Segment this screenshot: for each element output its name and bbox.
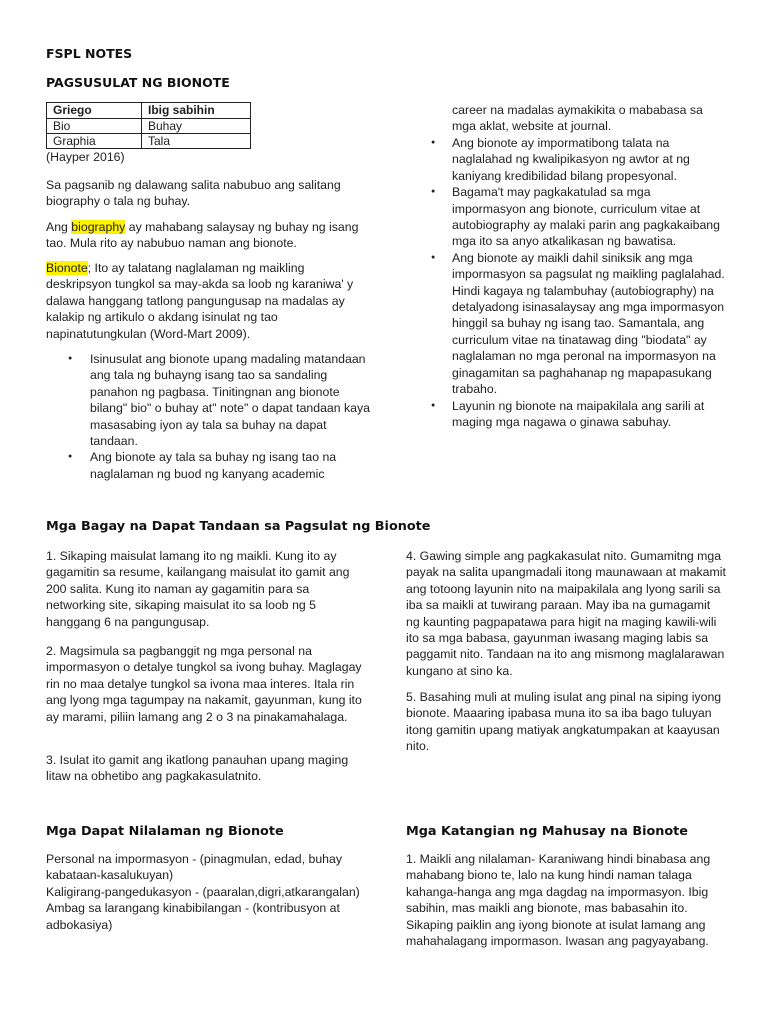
list-item: Kaligirang-pangedukasyon - (paaralan,digri,atkarangalan) [46, 884, 360, 899]
katangian-paragraph: 1. Maikli ang nilalaman- Karaniwang hindi binabasa ang mahabang biono te, lalo na kung hindi naman talaga kahanga-hanga ang mga dagdag na impormasyon. Ibig sabihin, mas maikli ang bionote, mas babasahin ito. Sikaping paiklin ang iyong bionote at isulat lamang ang mahahalagang impormason. Iwasan ang pagyayabang. [406, 852, 711, 949]
biography-paragraph [46, 219, 366, 252]
bionote-paragraph [46, 260, 366, 342]
section-heading-tandaan: Mga Bagay na Dapat Tandaan sa Pagsulat ng Bionote [46, 519, 431, 534]
list-item: ● Ang bionote ay impormatibong talata na naglalahad ng kwalipikasyon ng awtor at ng kaniyang kredibilidad bilang propesyonal. [425, 135, 725, 184]
list-item: Personal na impormasyon - (pinagmulan, edad, buhay kabataan-kasalukuyan) [46, 852, 342, 883]
table-header: Griego [47, 103, 142, 119]
list-item: ● Ang bionote ay maikli dahil siniksik ang mga impormasyon sa pagsulat ng maikling paglalahad. Hindi kagaya ng talambuhay (autobiography) na detalyadong isinasalaysay ang mga impormasyon hinggil sa buhay ng isang tao. Samantala, ang curriculum vitae na tinatawag ding "biodata" ay naglalaman no mga peronal na impormasyon na ginagamitan sa paghahanap ng mapapasukang trabaho. [425, 250, 725, 398]
document-title: FSPL NOTES [46, 46, 133, 61]
table-row [47, 134, 251, 149]
tandaan-item-1: 1. Sikaping maisulat lamang ito ng maikli. Kung ito ay gagamitin sa resume, kailangang maisulat ito gamit ang 200 salita. Kung ito naman ay gagamitin para sa networking site, sikaping maisulat ito sa loob ng 5 hanggang 6 na pangungusap. [46, 549, 350, 629]
biography-post: ay mahabang salaysay ng buhay ng isang tao. Mula rito ay nabubuo naman ang bionote. [46, 220, 359, 251]
intro-paragraph: Sa pagsanib ng dalawang salita nabubuo ang salitang biography o tala ng buhay. [46, 178, 341, 209]
list-item: ● Ang bionote ay tala sa buhay ng isang tao na naglalaman ng buod ng kanyang academic [46, 449, 371, 482]
tandaan-item-4: 4. Gawing simple ang pagkakasulat nito. Gumamitng mga payak na salita upangmadali itong maunawaan at makamit ang totoong layunin nito na maipakilala ang lyong sarili sa iba sa maikli at tuwirang paraan. May iba na gumagamit ng kaunting pagpapatawa para higit na maging kawili-wili ito sa mga babasa, gayunman iwasang maging labis sa paggamit nito. Tandaan na ito ang mismong maglalarawan kungano at sino ka. [406, 549, 726, 678]
table-row [47, 119, 251, 134]
table-header: Ibig sabihin [142, 103, 251, 119]
table-header-row [47, 103, 251, 119]
bionote-post: ; Ito ay talatang naglalaman ng maikling deskripsyon tungkol sa may-akda sa loob ng karaniwa' y dalawa hanggang tatlong pangungusap na madalas ay kalakip ng artikulo o akdang isinulat ng tao napinatutungkulan (Word-Mart 2009). [46, 261, 354, 341]
right-bullet-list [425, 135, 725, 430]
table-cell: Graphia [47, 134, 142, 149]
section-heading-nilalaman: Mga Dapat Nilalaman ng Bionote [46, 824, 284, 839]
list-item: ● Isinusulat ang bionote upang madaling matandaan ang tala ng buhayng isang tao sa sandaling panahon ng pagbasa. Tinitingnan ang bionote bilang" bio" o buhay at" note" o dapat tandaan kaya masasabing iyon ay tala sa buhay na dapat tandaan. [46, 351, 371, 449]
nilalaman-list [46, 851, 366, 933]
tandaan-item-5: 5. Basahing muli at muling isulat ang pinal na siping iyong bionote. Maaaring ipabasa muna ito sa iba bago tuluyan itong gamitin upang matiyak angkatumpakan at kaayusan nito. [406, 690, 722, 754]
greek-meaning-table [46, 102, 251, 149]
tandaan-item-2: 2. Magsimula sa pagbanggit ng mga personal na impormasyon o detalye tungkol sa ivong buhay. Maglagay rin no maa detalye tungkol sa ivona maa interes. Itala rin ang lyong mga tagumpay na nakamit, gayunman, kung ito ay marami, piliin lamang ang 2 o 3 na pinakamahalaga. [46, 644, 362, 724]
left-bullet-list [46, 351, 371, 482]
document-subtitle: PAGSUSULAT NG BIONOTE [46, 75, 230, 90]
right-continuation: career na madalas aymakikita o mababasa sa mga aklat, website at journal. [452, 103, 703, 134]
list-item: ● Layunin ng bionote na maipakilala ang sarili at maging mga nagawa o ginawa sabuhay. [425, 398, 725, 431]
tandaan-item-3: 3. Isulat ito gamit ang ikatlong panauhan upang maging litaw na obhetibo ang pagkakasulatnito. [46, 753, 349, 784]
table-cell: Tala [142, 134, 251, 149]
table-cell: Bio [47, 119, 142, 134]
bionote-highlight: Bionote [46, 261, 88, 275]
citation: (Hayper 2016) [46, 150, 125, 164]
table-cell: Buhay [142, 119, 251, 134]
biography-highlight: biography [71, 220, 126, 234]
list-item: ● Bagama't may pagkakatulad sa mga impormasyon ang bionote, curriculum vitae at autobiography ay malaki parin ang pagkakaibang mga ito sa anyo atkalikasan ng bawatisa. [425, 184, 725, 250]
section-heading-katangian: Mga Katangian ng Mahusay na Bionote [406, 824, 688, 839]
list-item: Ambag sa larangang kinabibilangan - (kontribusyon at adbokasiya) [46, 901, 340, 932]
biography-pre: Ang [46, 220, 72, 234]
